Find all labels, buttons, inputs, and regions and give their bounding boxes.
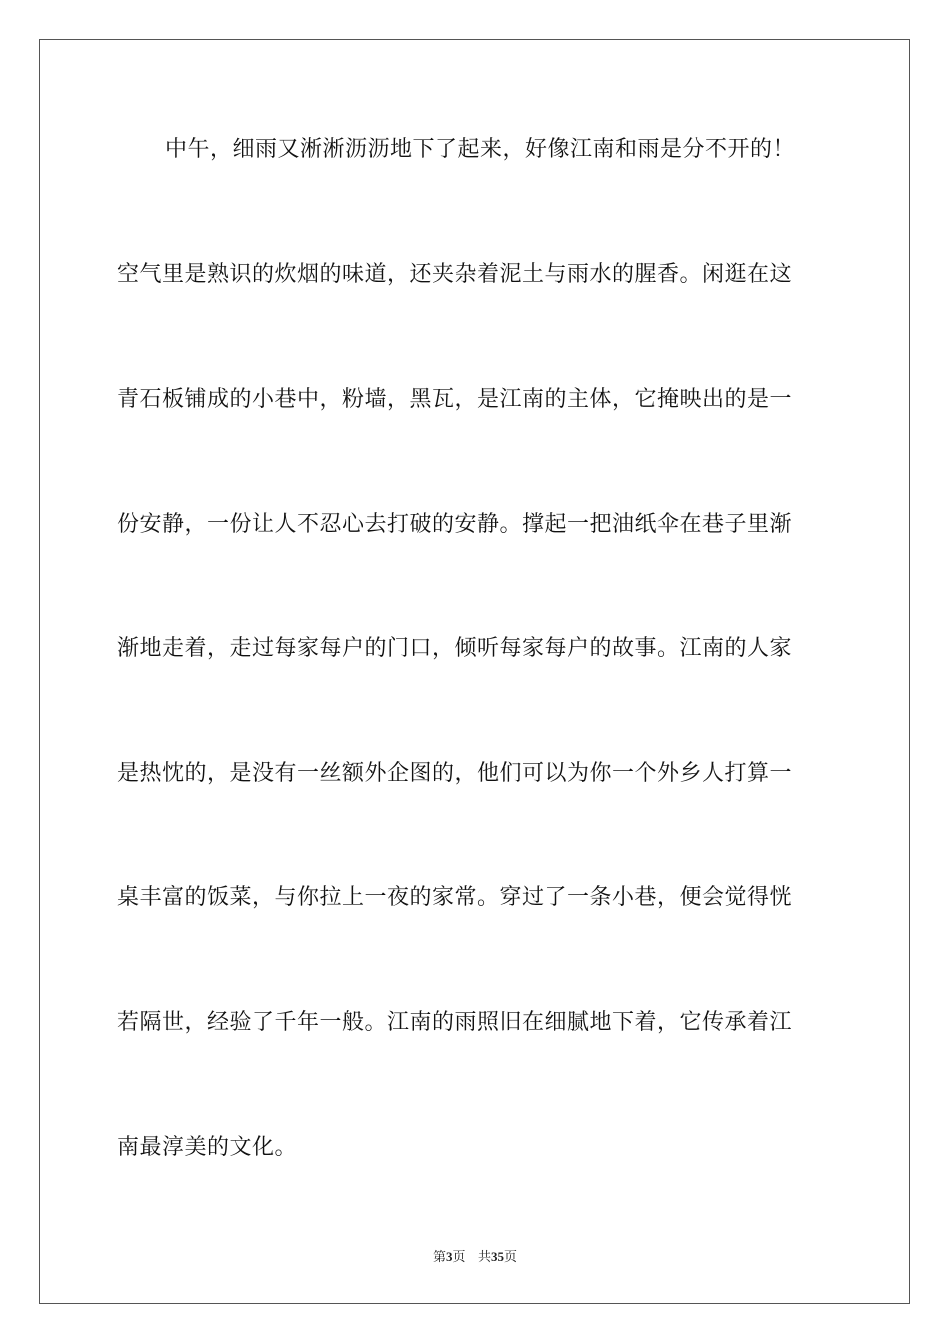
page-number: 3	[446, 1249, 453, 1264]
paragraph-line-5: 渐地走着，走过每家每户的门口，倾听每家每户的故事。江南的人家	[117, 636, 793, 661]
paragraph-line-9: 南最淳美的文化。	[117, 1135, 298, 1160]
page-border	[39, 39, 910, 1304]
page-suffix: 页	[452, 1250, 466, 1265]
total-suffix: 页	[503, 1250, 517, 1265]
page-prefix: 第	[433, 1250, 447, 1265]
paragraph-line-8: 若隔世，经验了千年一般。江南的雨照旧在细腻地下着，它传承着江	[117, 1010, 793, 1035]
paragraph-line-3: 青石板铺成的小巷中，粉墙，黑瓦，是江南的主体，它掩映出的是一	[117, 387, 793, 412]
paragraph-line-7: 桌丰富的饭菜，与你拉上一夜的家常。穿过了一条小巷，便会觉得恍	[117, 885, 793, 910]
paragraph-line-1: 中午，细雨又淅淅沥沥地下了起来，好像江南和雨是分不开的！	[165, 137, 796, 162]
page-footer	[0, 1248, 950, 1267]
total-pages: 35	[490, 1249, 504, 1264]
paragraph-line-4: 份安静，一份让人不忍心去打破的安静。撑起一把油纸伞在巷子里渐	[117, 512, 793, 537]
paragraph-line-6: 是热忱的，是没有一丝额外企图的，他们可以为你一个外乡人打算一	[117, 761, 793, 786]
total-prefix: 共	[477, 1250, 491, 1265]
paragraph-line-2: 空气里是熟识的炊烟的味道，还夹杂着泥土与雨水的腥香。闲逛在这	[117, 262, 793, 287]
